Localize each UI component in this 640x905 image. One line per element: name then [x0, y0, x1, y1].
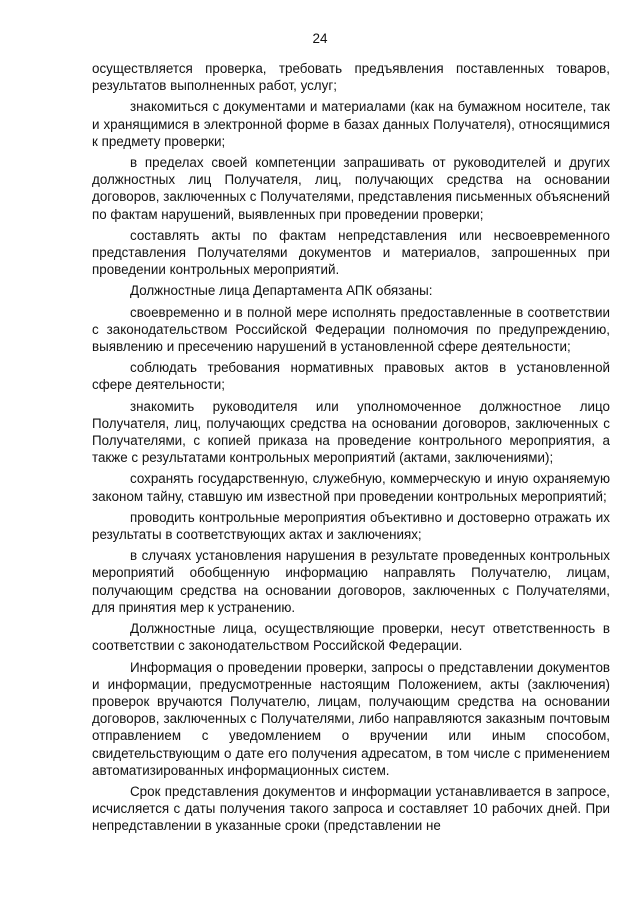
page-number: 24 — [312, 31, 328, 46]
paragraph: знакомить руководителя или уполномоченное должностное лицо Получателя, лиц, получающих средства на основании договоров, заключенных с Получателями, с копией приказа на проведение контрольного мероприятия, а также с результатами контрольных мероприятий (актами, заключениями); — [92, 398, 610, 466]
paragraph: сохранять государственную, служебную, коммерческую и иную охраняемую законом тайну, ставшую им известной при проведении контрольных мероприятий; — [92, 471, 610, 504]
paragraph: Информация о проведении проверки, запросы о представлении документов и информации, предусмотренные настоящим Положением, акты (заключения) проверок вручаются Получателю, лицам, получающим средства на основании договоров, заключенных с Получателями, либо направляются заказным почтовым отправлением с уведомлением о вручении или иным способом, свидетельствующим о дате его получения адресатом, в том числе с применением автоматизированных информационных систем. — [92, 659, 610, 778]
document-body — [92, 60, 610, 839]
paragraph: Должностные лица, осуществляющие проверки, несут ответственность в соответствии с законодательством Российской Федерации. — [92, 621, 610, 654]
paragraph: знакомиться с документами и материалами (как на бумажном носителе, так и хранящимися в электронной форме в базах данных Получателя), относящимися к предмету проверки; — [92, 99, 610, 149]
paragraph: соблюдать требования нормативных правовых актов в установленной сфере деятельности; — [92, 360, 610, 393]
paragraph: осуществляется проверка, требовать предъявления поставленных товаров, результатов выполненных работ, услуг; — [92, 61, 610, 94]
paragraph: проводить контрольные мероприятия объективно и достоверно отражать их результаты в соответствующих актах и заключениях; — [92, 509, 610, 543]
paragraph: Должностные лица Департамента АПК обязаны: — [130, 283, 433, 299]
paragraph: в пределах своей компетенции запрашивать от руководителей и других должностных лиц Получателя, лиц, получающих средства на основании договоров, заключенных с Получателями, представления письменных объяснений по фактам нарушений, выявленных при проведении проверки; — [92, 155, 610, 222]
paragraph: в случаях установления нарушения в результате проведенных контрольных мероприятий обобщенную информацию направлять Получателю, лицам, получающим средства на основании договоров, заключенных с Получателями, для принятия мер к устранению. — [92, 548, 610, 615]
paragraph: своевременно и в полной мере исполнять предоставленные в соответствии с законодательством Российской Федерации полномочия по предупреждению, выявлению и пресечению нарушений в установленной сфере деятельности; — [92, 304, 610, 355]
paragraph: составлять акты по фактам непредставления или несвоевременного представления Получателями документов и материалов, запрошенных при проведении контрольных мероприятий. — [92, 227, 610, 278]
paragraph: Срок представления документов и информации устанавливается в запросе, исчисляется с даты получения такого запроса и составляет 10 рабочих дней. При непредставлении в указанные сроки (представлении не — [92, 783, 610, 834]
